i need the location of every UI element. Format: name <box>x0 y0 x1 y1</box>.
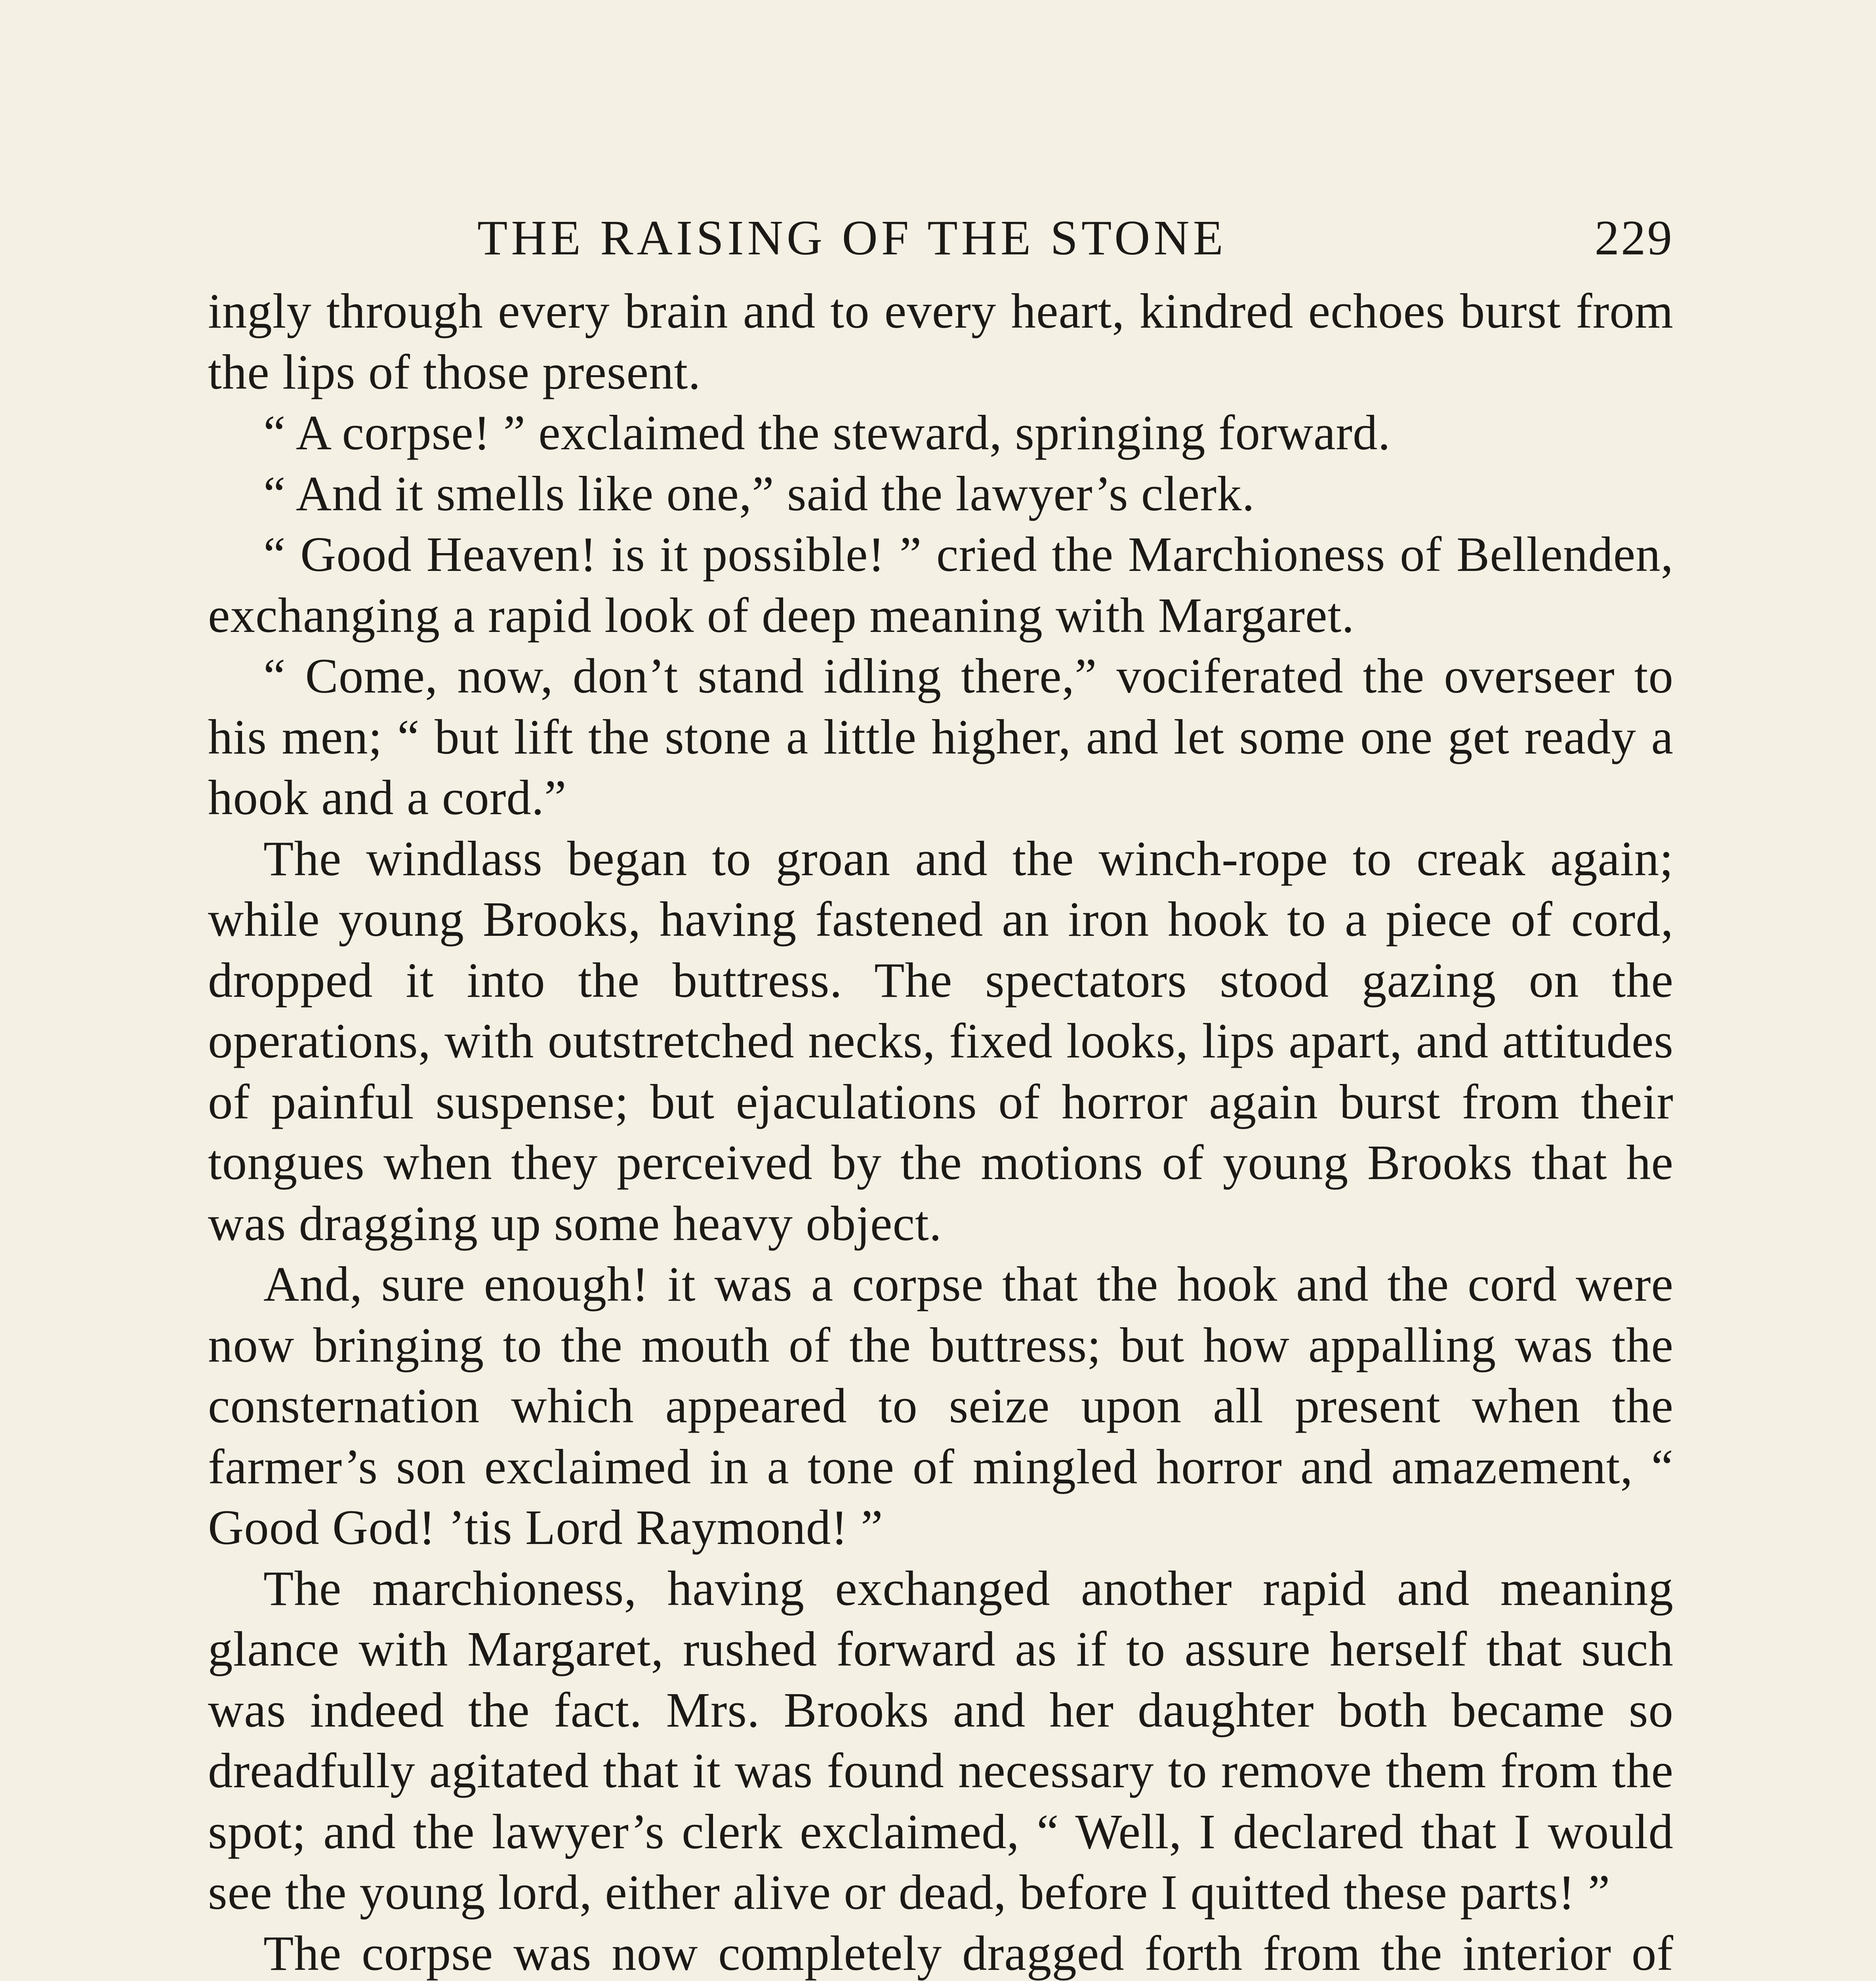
paragraph: “ Come, now, don’t stand idling there,” vociferated the overseer to his men; “ but lift the stone a little higher, and let some one get ready a hook and a cord.” <box>208 649 1674 825</box>
body-text <box>208 281 1674 1981</box>
page-number: 229 <box>1594 211 1674 265</box>
chapter-title: THE RAISING OF THE STONE <box>477 211 1227 265</box>
paragraph: The windlass began to groan and the winch-rope to creak again; while young Brooks, having fastened an iron hook to a piece of cord, dropped it into the buttress. The spectators stood gazing on the operations, with outstretched necks, fixed looks, lips apart, and attitudes of painful suspense; but ejaculations of horror again burst from their tongues when they perceived by the motions of young Brooks that he was dragging up some heavy object. <box>208 831 1674 1251</box>
running-head <box>208 210 1674 281</box>
paragraph: And, sure enough! it was a corpse that the hook and the cord were now bringing to the mouth of the buttress; but how appalling was the consternation which appeared to seize upon all present when the farmer’s son exclaimed in a tone of mingled horror and amazement, “ Good God! ’tis Lord Raymond! ” <box>208 1257 1674 1555</box>
paragraph: The corpse was now completely dragged forth from the interior of <box>263 1926 1674 1981</box>
paragraph: “ Good Heaven! is it possible! ” cried the Marchioness of Bellenden, exchanging a rapid look of deep meaning with Margaret. <box>208 527 1674 643</box>
paragraph: “ A corpse! ” exclaimed the steward, springing forward. <box>263 406 1391 460</box>
paragraph: “ And it smells like one,” said the lawyer’s clerk. <box>263 466 1255 521</box>
paragraph-continued: ingly through every brain and to every heart, kindred echoes burst from the lips of those present. <box>208 284 1674 400</box>
paragraph: The marchioness, having exchanged another rapid and meaning glance with Margaret, rushed forward as if to assure herself that such was indeed the fact. Mrs. Brooks and her daughter both became so dreadfully agitated that it was found necessary to remove them from the spot; and the lawyer’s clerk exclaimed, “ Well, I declared that I would see the young lord, either alive or dead, before I quitted these parts! ” <box>208 1561 1674 1920</box>
book-page <box>208 210 1674 1981</box>
